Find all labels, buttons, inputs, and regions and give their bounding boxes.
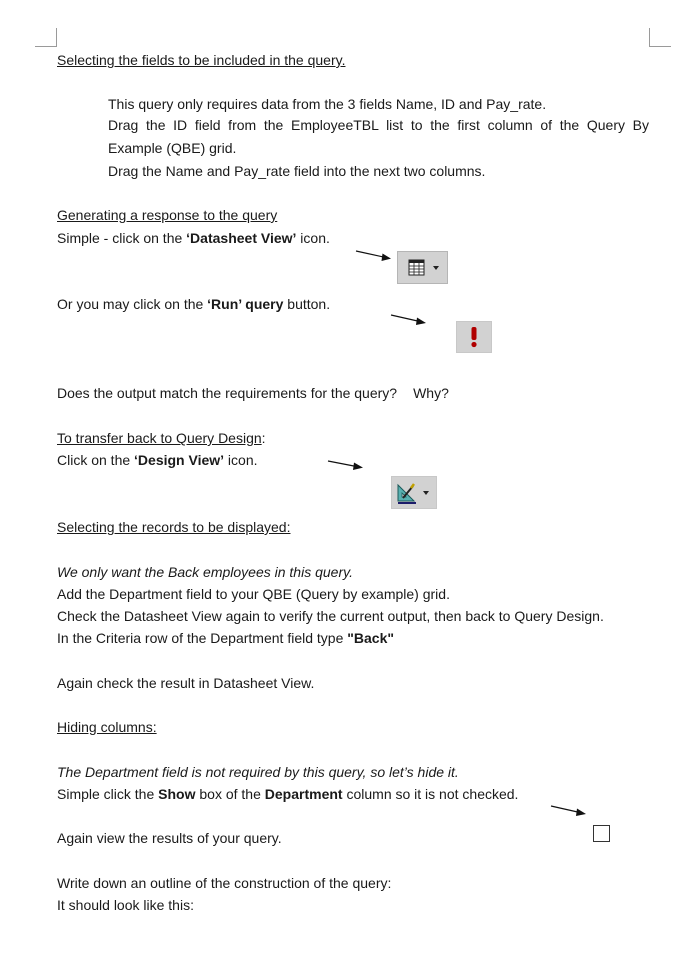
datasheet-view-icon[interactable] xyxy=(397,251,448,284)
records-line-3: In the Criteria row of the Department field type "Back" xyxy=(57,630,394,646)
run-instruction: Or you may click on the ‘Run’ query button. xyxy=(57,296,331,312)
crop-mark-top-left xyxy=(35,46,57,47)
heading-hiding-columns: Hiding columns: xyxy=(57,719,157,735)
arrow-to-show-checkbox xyxy=(550,804,590,820)
design-view-icon[interactable] xyxy=(391,476,437,509)
heading-transfer-back: To transfer back to Query Design: xyxy=(57,430,266,446)
records-line-2: Check the Datasheet View again to verify the current output, then back to Query Design. xyxy=(57,608,604,624)
records-italic-note: We only want the Back employees in this query. xyxy=(57,564,353,580)
hiding-line-2: Again view the results of your query. xyxy=(57,830,282,846)
heading-selecting-records: Selecting the records to be displayed: xyxy=(57,519,291,535)
crop-mark-top-right xyxy=(649,28,650,47)
datasheet-instruction: Simple - click on the ‘Datasheet View’ icon. xyxy=(57,230,330,246)
crop-mark-top-right xyxy=(649,46,671,47)
crop-mark-top-left xyxy=(56,28,57,47)
chevron-down-icon xyxy=(433,266,439,270)
fields-paragraph-3: Drag the Name and Pay_rate field into the next two columns. xyxy=(108,163,486,179)
output-question: Does the output match the requirements for the query? Why? xyxy=(57,385,449,401)
heading-selecting-fields: Selecting the fields to be included in the query. xyxy=(57,52,346,68)
run-query-icon[interactable] xyxy=(456,321,492,353)
records-line-1: Add the Department field to your QBE (Query by example) grid. xyxy=(57,586,450,602)
arrow-to-design-icon xyxy=(327,459,367,475)
records-line-4: Again check the result in Datasheet View. xyxy=(57,675,315,691)
fields-paragraph-2: Drag the ID field from the EmployeeTBL list to the first column of the Query By Example (QBE) grid. xyxy=(108,117,649,156)
hiding-line-3: Write down an outline of the construction of the query: xyxy=(57,875,392,891)
arrow-to-run-icon xyxy=(390,313,430,329)
heading-generating-response: Generating a response to the query xyxy=(57,207,278,223)
hiding-line-1: Simple click the Show box of the Department column so it is not checked. xyxy=(57,786,519,802)
hiding-line-4: It should look like this: xyxy=(57,897,194,913)
design-instruction: Click on the ‘Design View’ icon. xyxy=(57,452,258,468)
chevron-down-icon xyxy=(423,491,429,495)
show-checkbox[interactable] xyxy=(593,825,610,842)
arrow-to-datasheet-icon xyxy=(355,248,395,264)
fields-paragraph-1: This query only requires data from the 3 fields Name, ID and Pay_rate. xyxy=(108,96,547,112)
hiding-italic-note: The Department field is not required by this query, so let’s hide it. xyxy=(57,764,459,780)
